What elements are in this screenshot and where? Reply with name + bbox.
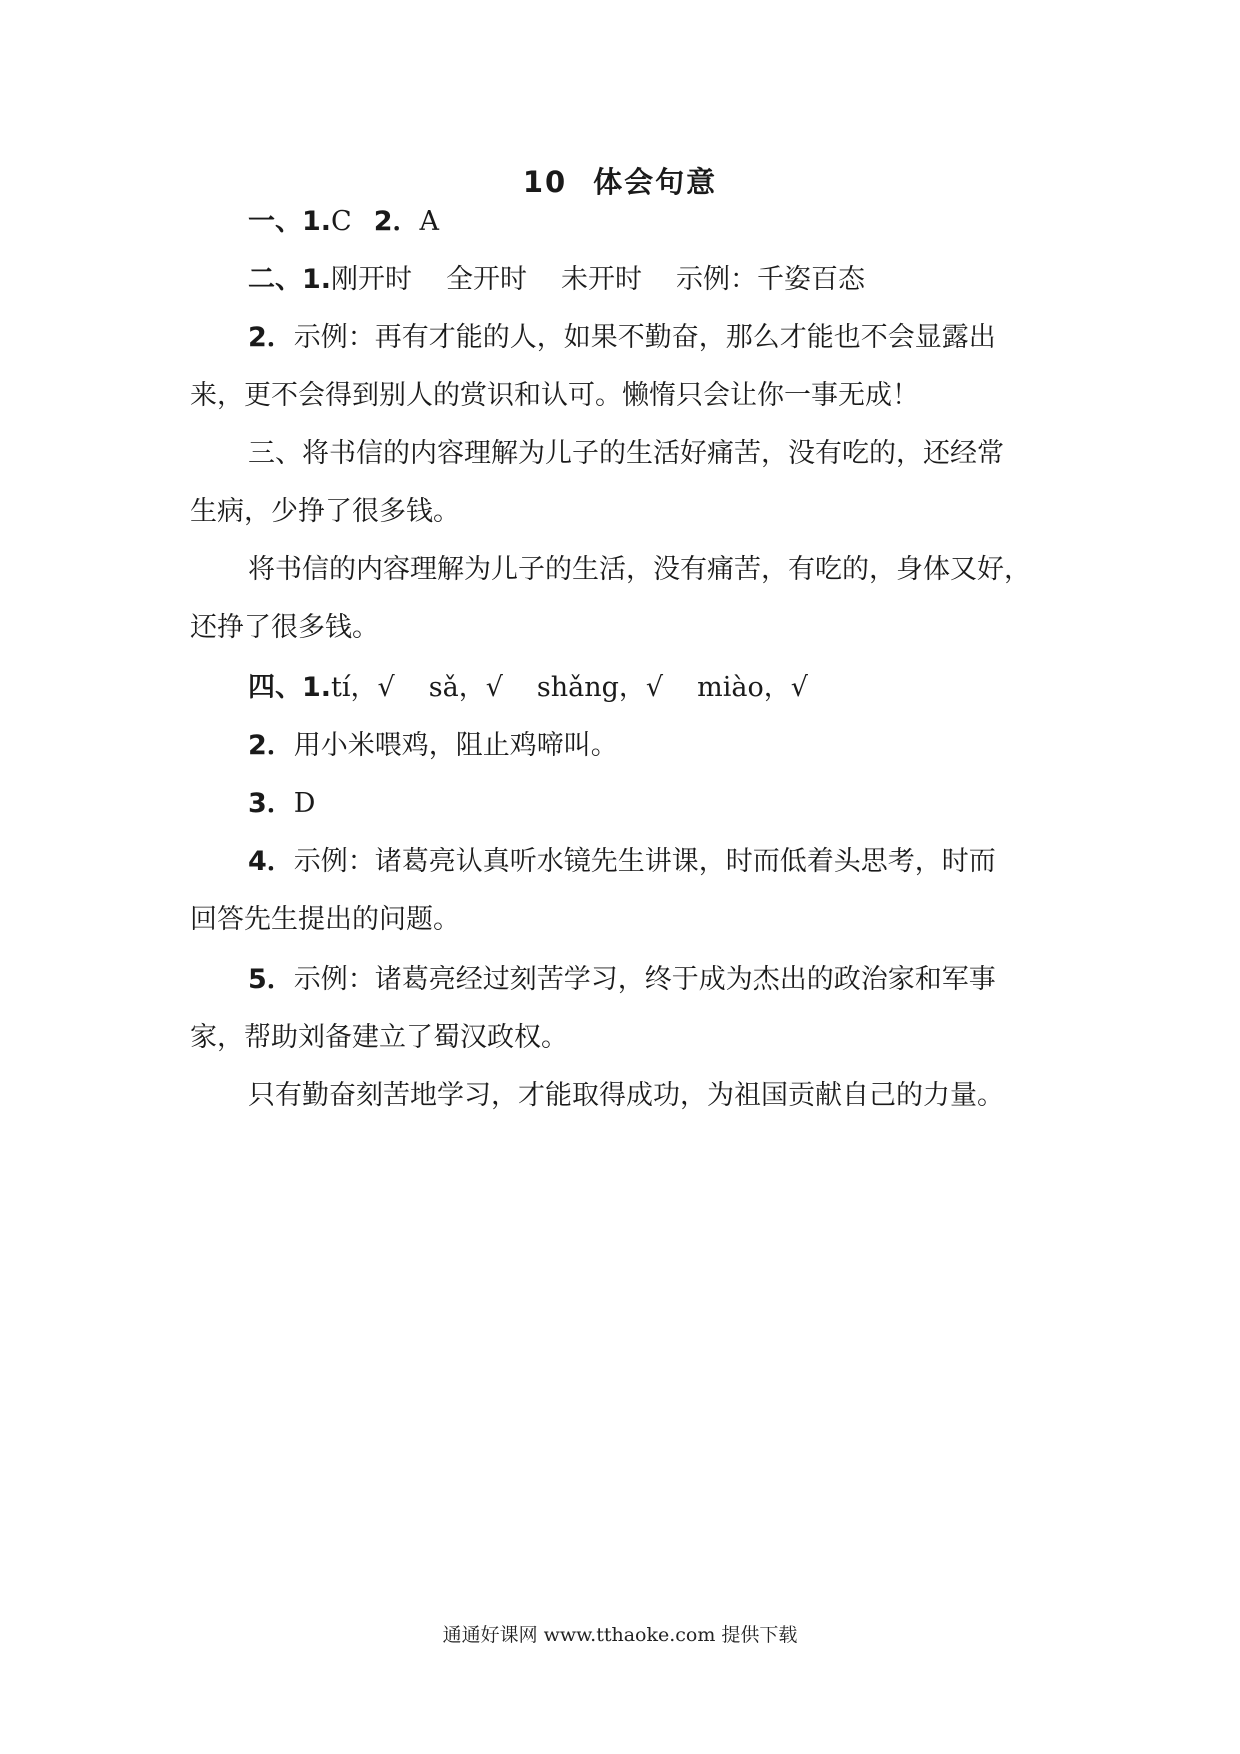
section-2-q2-line-1 (0, 318, 1240, 358)
answer-3-text-cont: 生病，少挣了很多钱。 (190, 496, 460, 527)
question-4-5-number: 5． (248, 964, 294, 995)
section-1-label: 一、1. (248, 206, 332, 237)
section-4-closing (0, 1076, 1240, 1116)
pinyin-3: shǎng，√ (536, 672, 664, 703)
question-4-3-number: 3． (248, 788, 294, 819)
section-4-q4-line-1 (0, 842, 1240, 882)
answer-1-1: C (331, 206, 352, 237)
section-3-p2-line-1 (0, 550, 1240, 590)
pinyin-2: sǎ，√ (428, 672, 503, 703)
section-1-answers (0, 202, 1240, 242)
answer-3-p2-text: 将书信的内容理解为儿子的生活，没有痛苦，有吃的，身体又好， (248, 554, 1031, 585)
section-4-q4-line-2 (0, 900, 1240, 940)
answer-1-2: A (419, 206, 440, 237)
answer-4-4-cont: 回答先生提出的问题。 (190, 904, 460, 935)
section-2-label: 二、1. (248, 264, 332, 295)
footer-credit: 通通好课网 www.tthaoke.com 提供下载 (442, 1624, 798, 1646)
page-title (0, 160, 1240, 201)
section-4-q1 (0, 668, 1240, 708)
question-4-2-number: 2． (248, 730, 294, 761)
answer-2-2-text-cont: 来，更不会得到别人的赏识和认可。懒惰只会让你一事无成！ (190, 380, 919, 411)
answer-4-3: D (293, 788, 316, 819)
answer-2-2-text: 示例：再有才能的人，如果不勤奋，那么才能也不会显露出 (293, 322, 996, 353)
answer-3-text: 三、将书信的内容理解为儿子的生活好痛苦，没有吃的，还经常 (248, 438, 1004, 469)
section-4-q5-line-1 (0, 960, 1240, 1000)
section-4-label: 四、1. (248, 672, 332, 703)
lesson-title: 体会句意 (593, 165, 718, 199)
question-4-4-number: 4． (248, 846, 294, 877)
answer-4-2: 用小米喂鸡，阻止鸡啼叫。 (293, 730, 618, 761)
section-3-p1-line-1 (0, 434, 1240, 474)
section-4-q5-line-2 (0, 1018, 1240, 1058)
pinyin-1: tí，√ (331, 672, 395, 703)
answer-4-5-cont: 家，帮助刘备建立了蜀汉政权。 (190, 1022, 568, 1053)
answer-2-1-c: 未开时 (561, 264, 643, 295)
question-2-2-number: 2． (248, 322, 294, 353)
section-3-p2-line-2 (0, 608, 1240, 648)
answer-2-1-d: 示例：千姿百态 (676, 264, 866, 295)
question-1-2-number: 2． (373, 206, 420, 237)
section-2-q2-line-2 (0, 376, 1240, 416)
answer-4-4: 示例：诸葛亮认真听水镜先生讲课，时而低着头思考，时而 (293, 846, 996, 877)
section-4-q2 (0, 726, 1240, 766)
pinyin-4: miào，√ (697, 672, 808, 703)
lesson-number: 10 (522, 165, 568, 199)
answer-4-5: 示例：诸葛亮经过刻苦学习，终于成为杰出的政治家和军事 (293, 964, 996, 995)
answer-3-p2-text-cont: 还挣了很多钱。 (190, 612, 379, 643)
answer-2-1-a: 刚开时 (331, 264, 413, 295)
closing-text: 只有勤奋刻苦地学习，才能取得成功，为祖国贡献自己的力量。 (248, 1080, 1004, 1111)
section-4-q3 (0, 784, 1240, 824)
section-3-p1-line-2 (0, 492, 1240, 532)
section-2-q1 (0, 260, 1240, 300)
answer-2-1-b: 全开时 (446, 264, 528, 295)
